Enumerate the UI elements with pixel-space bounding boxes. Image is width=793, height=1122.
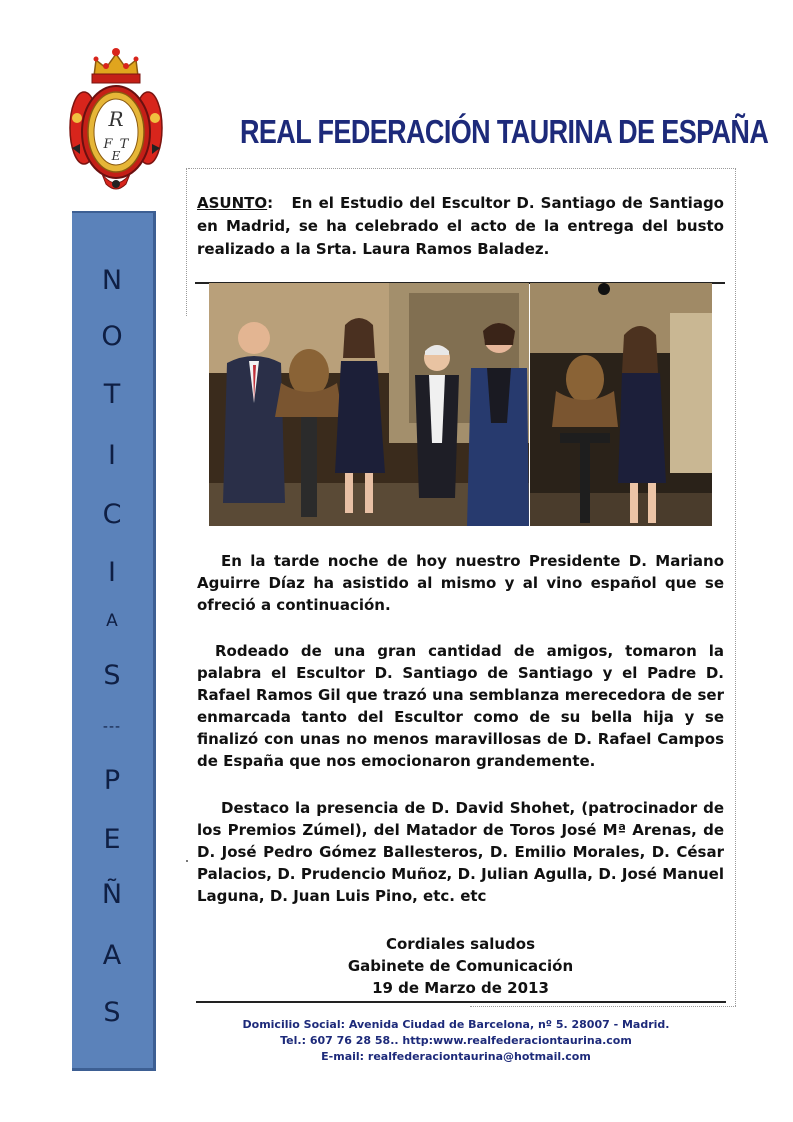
frame-border-bottom bbox=[470, 1006, 736, 1007]
sidebar-letter: O bbox=[101, 321, 123, 352]
sidebar-letter: I bbox=[108, 557, 116, 588]
closing-department: Gabinete de Comunicación bbox=[347, 957, 574, 975]
sidebar-letter: N bbox=[101, 265, 123, 296]
subject-text: En el Estudio del Escultor D. Santiago de Santiago en Madrid, se ha celebrado el acto de la entrega del busto realizado a la Srta. Laura Ramos Baladez. bbox=[197, 194, 724, 258]
frame-dot bbox=[186, 860, 188, 862]
closing-greeting: Cordiales saludos bbox=[385, 935, 536, 953]
svg-text:T: T bbox=[119, 137, 129, 152]
footer-phone-web: Tel.: 607 76 28 58.. http:www.realfederaciontaurina.com bbox=[280, 1034, 632, 1047]
sidebar-letter: I bbox=[108, 440, 116, 471]
sidebar-letter: A bbox=[102, 940, 122, 971]
event-photo-group bbox=[209, 283, 529, 526]
footer-address: Domicilio Social: Avenida Ciudad de Barcelona, nº 5. 28007 - Madrid. bbox=[242, 1018, 670, 1031]
paragraph-3: Destaco la presencia de D. David Shohet, (patrocinador de los Premios Zúmel), del Matador de Toros José Mª Arenas, de D. José Pedro Gómez Ballesteros, D. Emilio Morales, D. César Palacios, D. Prudencio Muñoz, D. Julian Agulla, D. José Manuel Laguna, D. Juan Luis Pino, etc. etc bbox=[197, 799, 724, 905]
footer-email: E-mail: realfederaciontaurina@hotmail.com bbox=[321, 1050, 591, 1063]
federation-crest-logo bbox=[66, 46, 166, 194]
svg-text:E: E bbox=[111, 149, 121, 163]
svg-text:R: R bbox=[108, 107, 124, 131]
subject-block: ASUNTO: En el Estudio del Escultor D. Santiago de Santiago en Madrid, se ha celebrado el acto de la entrega del busto realizado a la Srta. Laura Ramos Baladez. bbox=[197, 194, 724, 258]
footer-divider bbox=[196, 1001, 726, 1003]
sidebar-letter: Ñ bbox=[101, 879, 123, 910]
closing-block bbox=[197, 933, 724, 999]
footer bbox=[186, 1017, 726, 1065]
sidebar-noticias-penas bbox=[72, 211, 156, 1071]
frame-border-top bbox=[188, 168, 736, 169]
paragraph-1: En la tarde noche de hoy nuestro Presidente D. Mariano Aguirre Díaz ha asistido al mismo y al vino español que se ofreció a continuación. bbox=[197, 552, 724, 614]
frame-border-left bbox=[186, 168, 187, 316]
sidebar-letter: S bbox=[103, 660, 121, 691]
sidebar-letter: T bbox=[103, 379, 121, 410]
sidebar-letter: P bbox=[103, 765, 121, 796]
sidebar-letter: E bbox=[103, 824, 121, 855]
page-title: REAL FEDERACIÓN TAURINA DE ESPAÑA bbox=[240, 113, 769, 151]
sidebar-letter: A bbox=[106, 611, 118, 631]
paragraph-2: Rodeado de una gran cantidad de amigos, tomaron la palabra el Escultor D. Santiago de Santiago y el Padre D. Rafael Ramos Gil que trazó una semblanza merecedora de ser enmarcada tanto del Escultor como de su bella hija y se finalizó con unas no menos maravillosas de D. Rafael Campos de España que nos emocionaron grandemente. bbox=[197, 642, 724, 770]
sidebar-letter: C bbox=[102, 499, 122, 530]
subject-label: ASUNTO bbox=[197, 194, 268, 212]
sidebar-divider: --- bbox=[102, 719, 122, 735]
closing-date: 19 de Marzo de 2013 bbox=[372, 979, 549, 997]
sidebar-letter: S bbox=[103, 997, 121, 1028]
frame-border-right bbox=[735, 168, 736, 1006]
event-photo-bust bbox=[530, 283, 712, 526]
svg-text:F: F bbox=[103, 137, 113, 152]
